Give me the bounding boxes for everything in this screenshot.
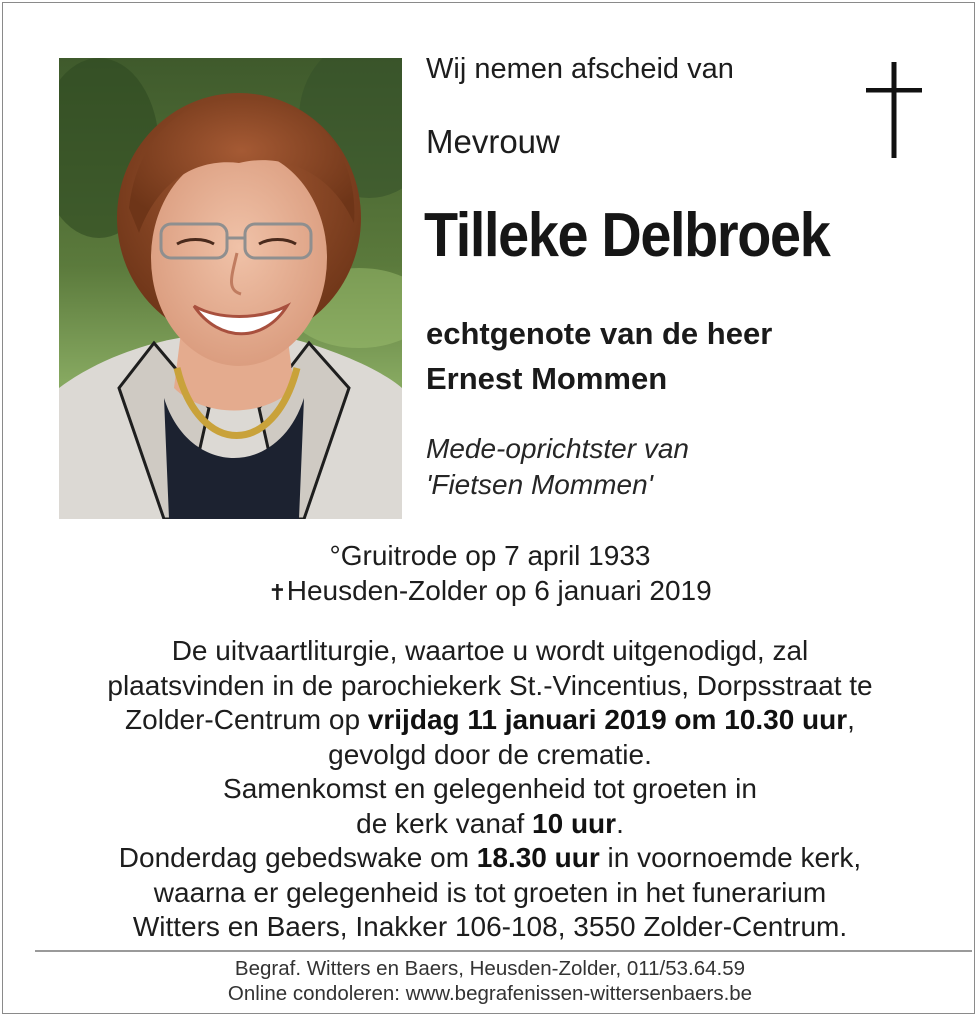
body-text: . (616, 807, 624, 839)
role-line-2: 'Fietsen Mommen' (426, 469, 653, 500)
footer-divider (35, 950, 972, 952)
birth-date: °Gruitrode op 7 april 1933 (329, 540, 651, 571)
body-line: waarna er gelegenheid is tot groeten in het funerarium (153, 876, 827, 908)
condolence-link[interactable]: Online condoleren: www.begrafenissen-wittersenbaers.be (227, 982, 753, 1005)
body-line: plaatsvinden in de parochiekerk St.-Vincentius, Dorpsstraat te (107, 669, 873, 701)
body-line: Witters en Baers, Inakker 106-108, 3550 Zolder-Centrum. (132, 911, 848, 942)
body-line (0, 703, 980, 738)
death-date: Heusden-Zolder op 6 januari 2019 (286, 575, 712, 606)
body-line (0, 841, 980, 876)
body-text: in voornoemde kerk, (599, 842, 862, 873)
body-line: gevolgd door de crematie. (328, 738, 652, 770)
death-date-line (0, 573, 980, 610)
cross-icon (866, 62, 922, 158)
funeral-datetime: vrijdag 11 januari 2019 om 10.30 uur (367, 704, 848, 735)
body-text: , (847, 704, 855, 735)
honorific: Mevrouw (426, 123, 560, 160)
body-line (0, 807, 980, 842)
vigil-time: 18.30 uur (476, 842, 600, 873)
body-text: de kerk vanaf (356, 807, 533, 839)
body-line: De uitvaartliturgie, waartoe u wordt uitgenodigd, zal (171, 635, 809, 666)
funeral-home-contact: Begraf. Witters en Baers, Heusden-Zolder, 011/53.64.59 (234, 957, 746, 980)
portrait-photo (59, 58, 402, 519)
gathering-time: 10 uur (532, 807, 617, 839)
spouse-line-1: echtgenote van de heer (426, 316, 773, 351)
footer (0, 956, 980, 1006)
body-line: Samenkomst en gelegenheid tot groeten in (223, 773, 757, 804)
role-line-1: Mede-oprichtster van (426, 433, 690, 464)
body-text: Zolder-Centrum op (125, 704, 368, 735)
ceremony-details (0, 634, 980, 945)
spouse-info (426, 311, 772, 401)
dates-block (0, 538, 980, 610)
death-cross-icon: ✝ (268, 580, 287, 605)
body-text: Donderdag gebedswake om (118, 842, 477, 873)
role-info (426, 431, 689, 503)
intro-text: Wij nemen afscheid van (426, 53, 734, 85)
spouse-line-2: Ernest Mommen (426, 361, 668, 396)
deceased-name: Tilleke Delbroek (424, 201, 830, 270)
